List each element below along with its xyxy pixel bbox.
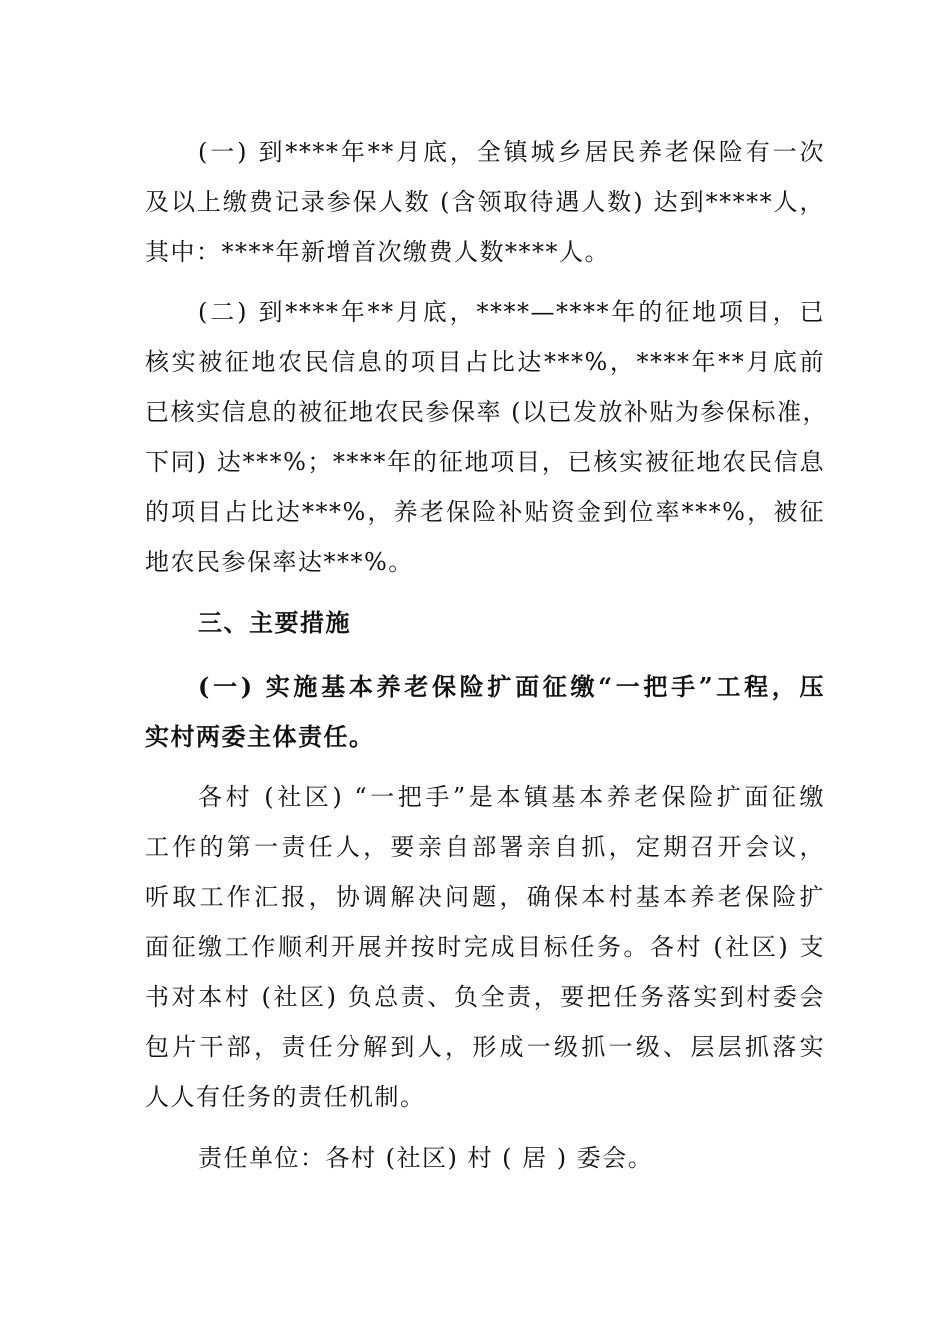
text-line: 地农民参保率达***%。 — [145, 548, 414, 576]
text-line: 其中：****年新增首次缴费人数****人。 — [145, 238, 610, 266]
subsection-heading — [145, 662, 825, 762]
paragraph-target-1 — [145, 127, 825, 277]
text-line: 及以上缴费记录参保人数 (含领取待遇人数) 达到*****人， — [145, 188, 825, 216]
text-line: 下同) 达***%；****年的征地项目，已核实被征地农民信息 — [145, 448, 825, 476]
text-line: (二) 到****年**月底，****—****年的征地项目，已 — [198, 298, 825, 326]
text-line: 各村 (社区) “一把手”是本镇基本养老保险扩面征缴 — [198, 783, 825, 811]
text-line: 工作的第一责任人，要亲自部署亲自抓，定期召开会议， — [145, 833, 825, 861]
text-line: 已核实信息的被征地农民参保率 (以已发放补贴为参保标准， — [145, 398, 828, 426]
text-line: 责任单位：各村 (社区) 村 ( 居 ) 委会。 — [198, 1144, 654, 1172]
paragraph-responsible-unit — [145, 1133, 825, 1183]
text-line: 包片干部，责任分解到人，形成一级抓一级、层层抓落实 — [145, 1033, 825, 1061]
heading-text: 三、主要措施 — [198, 608, 351, 637]
heading-text: 实村两委主体责任。 — [145, 722, 375, 751]
text-line: 书对本村 (社区) 负总责、负全责，要把任务落实到村委会 — [145, 983, 825, 1011]
text-line: 面征缴工作顺利开展并按时完成目标任务。各村 (社区) 支 — [145, 933, 825, 961]
text-line: (一) 到****年**月底，全镇城乡居民养老保险有一次 — [198, 138, 825, 166]
heading-text: (一) 实施基本养老保险扩面征缴“一把手”工程，压 — [198, 672, 825, 701]
text-line: 核实被征地农民信息的项目占比达***%，****年**月底前 — [145, 348, 825, 376]
text-line: 的项目占比达***%，养老保险补贴资金到位率***%，被征 — [145, 498, 825, 526]
text-line: 人人有任务的责任机制。 — [145, 1083, 426, 1111]
section-heading — [145, 598, 825, 648]
text-line: 听取工作汇报，协调解决问题，确保本村基本养老保险扩 — [145, 883, 825, 911]
paragraph-measures — [145, 772, 825, 1122]
paragraph-target-2 — [145, 287, 828, 587]
